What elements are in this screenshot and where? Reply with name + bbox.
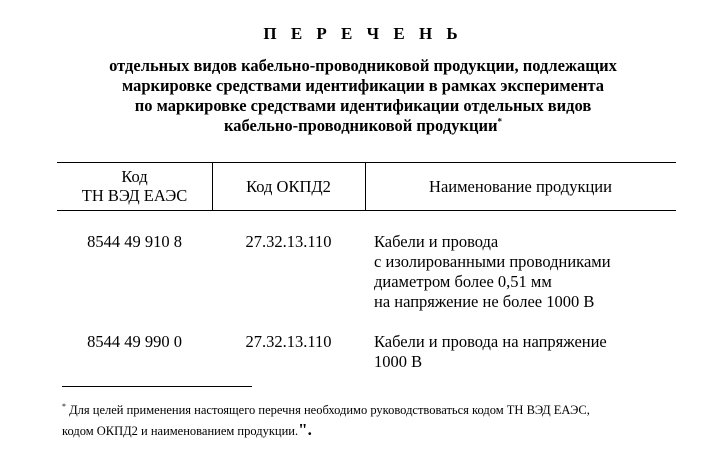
row1-name-line: Кабели и провода: [374, 232, 499, 251]
subtitle-line: маркировке средствами идентификации в рамках эксперимента: [121, 76, 605, 95]
row2-okpd2-code: 27.32.13.110: [245, 332, 332, 351]
row1-product-name: [374, 232, 674, 312]
footnote-line1: [62, 400, 668, 420]
document-subtitle: [40, 56, 686, 136]
subtitle-line-text: кабельно-проводниковой продукции: [224, 116, 498, 135]
row2-name-line: 1000 В: [374, 352, 423, 371]
row2-name-line: Кабели и провода на напряжение: [374, 332, 607, 351]
subtitle-line-last: [40, 116, 686, 136]
header-code-tnved-line1: Код: [121, 167, 148, 186]
document-title: П Е Р Е Ч Е Н Ь: [263, 24, 463, 43]
table-top-border: [57, 162, 676, 163]
footnote-text-line1: Для целей применения настоящего перечня необходимо руководствоваться кодом ТН ВЭД ЕАЭС,: [69, 403, 590, 417]
closing-quote: ".: [298, 420, 312, 439]
header-product-name: Наименование продукции: [429, 177, 612, 196]
footnote-marker: *: [62, 401, 66, 411]
footnote: [62, 400, 668, 441]
footnote-text-line2: кодом ОКПД2 и наименованием продукции.: [62, 424, 299, 438]
header-code-tnved-line2: ТН ВЭД ЕАЭС: [81, 186, 188, 205]
subtitle-line: по маркировке средствами идентификации отдельных видов: [134, 96, 592, 115]
row2-product-name: [374, 332, 674, 372]
footnote-separator: [62, 386, 252, 387]
header-code-tnved: [57, 167, 212, 205]
footnote-line2: [62, 420, 668, 441]
table-header-border: [57, 210, 676, 211]
row2-tnved-code: 8544 49 990 0: [87, 332, 182, 351]
row1-name-line: с изолированными проводниками: [374, 252, 611, 271]
subtitle-line: отдельных видов кабельно-проводниковой продукции, подлежащих: [109, 56, 617, 75]
row1-okpd2-code: 27.32.13.110: [245, 232, 332, 251]
row1-tnved-code: 8544 49 910 8: [87, 232, 182, 251]
row1-name-line: на напряжение не более 1000 В: [374, 292, 595, 311]
row1-name-line: диаметром более 0,51 мм: [374, 272, 552, 291]
footnote-marker: *: [497, 116, 502, 127]
header-code-okpd2: Код ОКПД2: [246, 177, 331, 196]
